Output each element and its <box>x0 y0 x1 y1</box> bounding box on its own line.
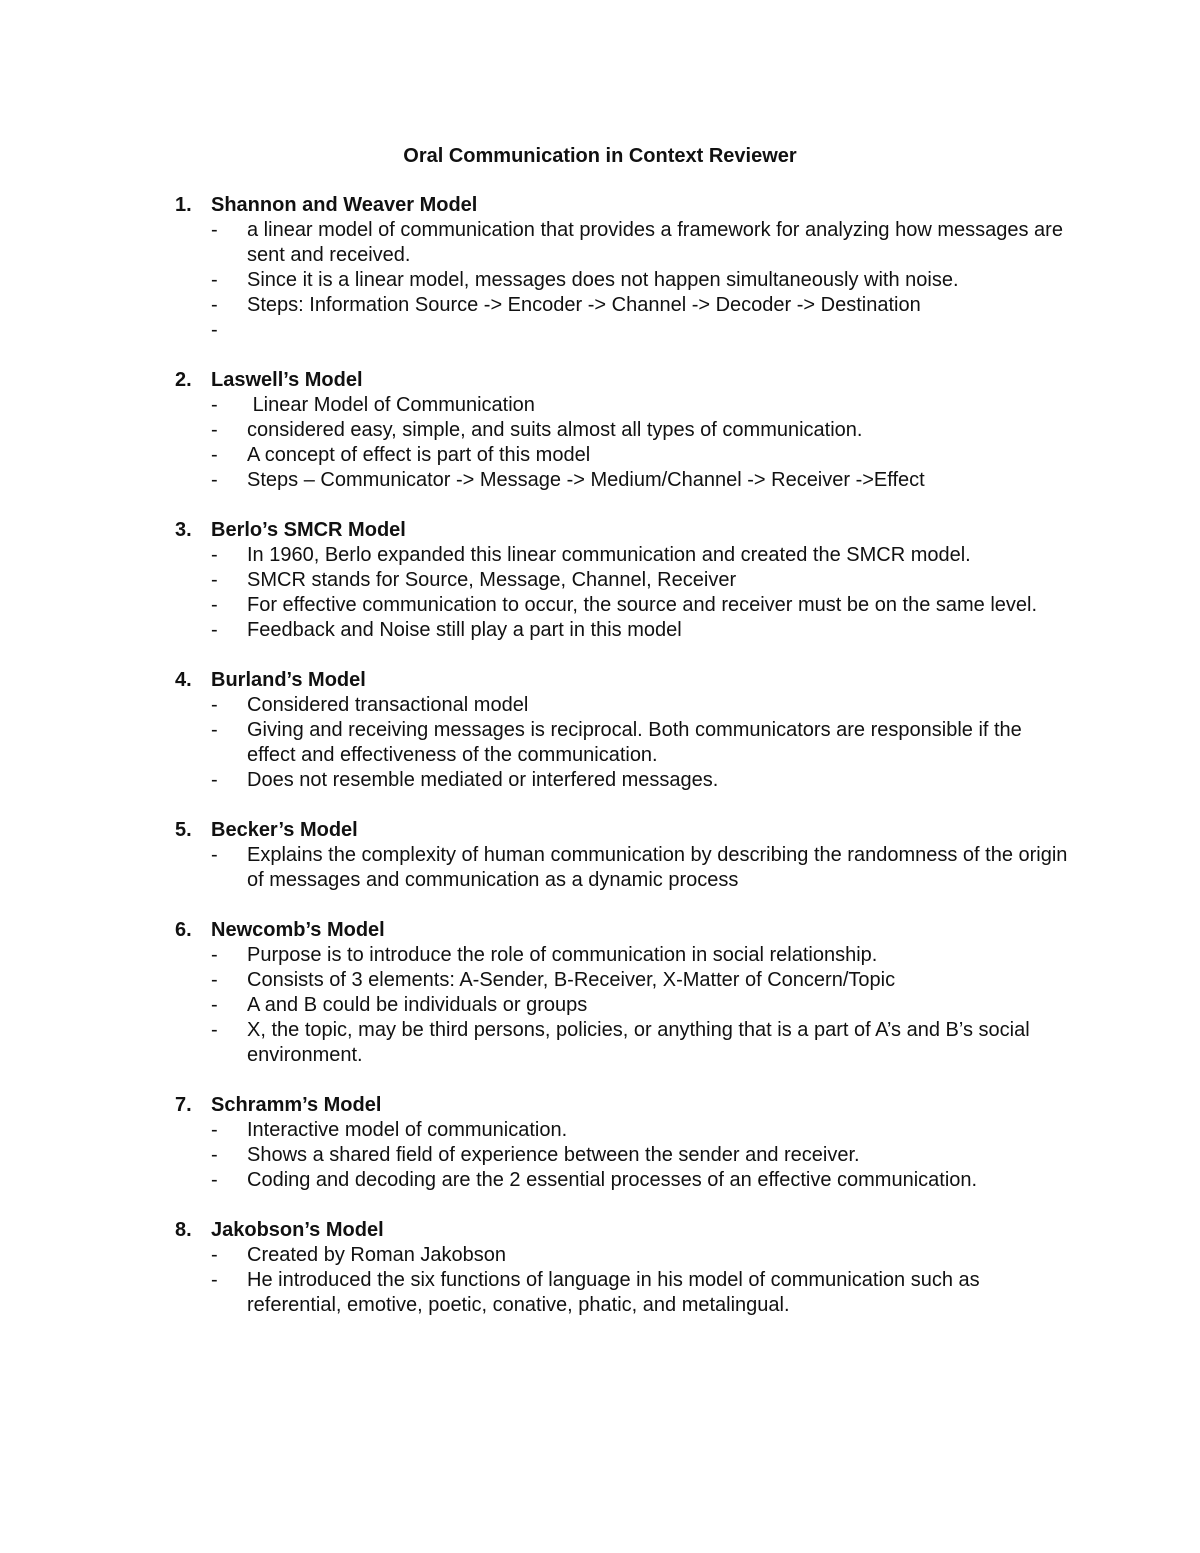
bullet-list <box>175 1118 1075 1193</box>
list-item <box>175 993 1075 1018</box>
section <box>175 193 1075 343</box>
section-heading <box>175 518 1075 543</box>
section-number: 6. <box>175 919 192 941</box>
section <box>175 518 1075 643</box>
section-heading <box>175 1218 1075 1243</box>
bullet-list <box>175 693 1075 793</box>
bullet-text: In 1960, Berlo expanded this linear communication and created the SMCR model. <box>247 544 971 566</box>
bullet-dash: - <box>211 219 218 241</box>
bullet-dash: - <box>211 1119 218 1141</box>
bullet-dash: - <box>211 444 218 466</box>
bullet-dash: - <box>211 719 218 741</box>
bullet-text: A and B could be individuals or groups <box>247 994 588 1016</box>
bullet-text: Since it is a linear model, messages does not happen simultaneously with noise. <box>247 269 959 291</box>
bullet-text: Linear Model of Communication <box>247 394 535 416</box>
section-number: 8. <box>175 1219 192 1241</box>
list-item <box>175 1268 1075 1318</box>
bullet-text: considered easy, simple, and suits almost all types of communication. <box>247 419 863 441</box>
list-item <box>175 1243 1075 1268</box>
section-heading <box>175 668 1075 693</box>
bullet-text: Interactive model of communication. <box>247 1119 568 1141</box>
section-title: Newcomb’s Model <box>211 919 385 941</box>
bullet-text: Giving and receiving messages is reciprocal. Both communicators are responsible if the effect and effectiveness of the communication. <box>247 719 1028 766</box>
list-item <box>175 293 1075 318</box>
bullet-text: Considered transactional model <box>247 694 529 716</box>
section <box>175 668 1075 793</box>
section-title: Becker’s Model <box>211 819 358 841</box>
section <box>175 1218 1075 1318</box>
list-item <box>175 618 1075 643</box>
section-heading <box>175 918 1075 943</box>
bullet-text: Feedback and Noise still play a part in this model <box>247 619 682 641</box>
section-heading <box>175 368 1075 393</box>
list-item <box>175 593 1075 618</box>
bullet-text: Steps – Communicator -> Message -> Medium/Channel -> Receiver ->Effect <box>247 469 925 491</box>
section-number: 2. <box>175 369 192 391</box>
section-title: Laswell’s Model <box>211 369 363 391</box>
bullet-dash: - <box>211 1019 218 1041</box>
bullet-text: SMCR stands for Source, Message, Channel, Receiver <box>247 569 737 591</box>
section-title: Berlo’s SMCR Model <box>211 519 406 541</box>
bullet-dash: - <box>211 1269 218 1291</box>
bullet-dash: - <box>211 569 218 591</box>
bullet-text: Created by Roman Jakobson <box>247 1244 507 1266</box>
bullet-dash: - <box>211 1169 218 1191</box>
bullet-dash: - <box>211 944 218 966</box>
bullet-list <box>175 393 1075 493</box>
section-heading <box>175 1093 1075 1118</box>
list-item <box>175 768 1075 793</box>
bullet-dash: - <box>211 469 218 491</box>
list-item <box>175 718 1075 768</box>
list-item <box>175 1143 1075 1168</box>
bullet-text: Explains the complexity of human communication by describing the randomness of the origin of messages and communication as a dynamic process <box>247 844 1073 891</box>
bullet-text: He introduced the six functions of language in his model of communication such as referential, emotive, poetic, conative, phatic, and metalingual. <box>247 1269 986 1316</box>
list-item <box>175 443 1075 468</box>
bullet-text: Consists of 3 elements: A-Sender, B-Receiver, X-Matter of Concern/Topic <box>247 969 896 991</box>
section-heading <box>175 818 1075 843</box>
list-item <box>175 1018 1075 1068</box>
list-item <box>175 968 1075 993</box>
bullet-dash: - <box>211 694 218 716</box>
bullet-text <box>247 318 1075 343</box>
bullet-list <box>175 1243 1075 1318</box>
list-item <box>175 843 1075 893</box>
bullet-dash: - <box>211 844 218 866</box>
section <box>175 918 1075 1068</box>
section-number: 3. <box>175 519 192 541</box>
bullet-dash: - <box>211 269 218 291</box>
page-title: Oral Communication in Context Reviewer <box>403 145 797 167</box>
bullet-dash: - <box>211 619 218 641</box>
sections-list <box>175 193 1075 1343</box>
list-item <box>175 1118 1075 1143</box>
bullet-dash: - <box>211 394 218 416</box>
bullet-text: Purpose is to introduce the role of communication in social relationship. <box>247 944 878 966</box>
list-item <box>175 218 1075 268</box>
bullet-text: a linear model of communication that provides a framework for analyzing how messages are sent and received. <box>247 219 1069 266</box>
bullet-dash: - <box>211 544 218 566</box>
bullet-text: Coding and decoding are the 2 essential processes of an effective communication. <box>247 1169 978 1191</box>
section-number: 5. <box>175 819 192 841</box>
bullet-dash: - <box>211 769 218 791</box>
bullet-dash: - <box>211 994 218 1016</box>
bullet-list <box>175 543 1075 643</box>
list-item <box>175 693 1075 718</box>
section-heading <box>175 193 1075 218</box>
section <box>175 368 1075 493</box>
bullet-text: Steps: Information Source -> Encoder -> Channel -> Decoder -> Destination <box>247 294 921 316</box>
list-item <box>175 568 1075 593</box>
section-number: 4. <box>175 669 192 691</box>
list-item <box>175 418 1075 443</box>
bullet-list <box>175 843 1075 893</box>
bullet-dash: - <box>211 969 218 991</box>
section <box>175 818 1075 893</box>
bullet-dash: - <box>211 594 218 616</box>
bullet-dash: - <box>211 294 218 316</box>
bullet-text: Does not resemble mediated or interfered messages. <box>247 769 719 791</box>
bullet-text: Shows a shared field of experience between the sender and receiver. <box>247 1144 860 1166</box>
section-title: Schramm’s Model <box>211 1094 382 1116</box>
list-item <box>175 468 1075 493</box>
section-number: 1. <box>175 194 192 216</box>
section <box>175 1093 1075 1193</box>
bullet-list <box>175 943 1075 1068</box>
section-title: Shannon and Weaver Model <box>211 194 478 216</box>
list-item <box>175 268 1075 293</box>
list-item <box>175 1168 1075 1193</box>
section-number: 7. <box>175 1094 192 1116</box>
section-title: Jakobson’s Model <box>211 1219 384 1241</box>
bullet-dash: - <box>211 1244 218 1266</box>
bullet-list <box>175 218 1075 343</box>
bullet-dash: - <box>211 1144 218 1166</box>
bullet-dash: - <box>211 419 218 441</box>
list-item <box>175 943 1075 968</box>
section-title: Burland’s Model <box>211 669 366 691</box>
list-item <box>175 393 1075 418</box>
bullet-dash: - <box>211 319 218 341</box>
list-item <box>175 318 1075 343</box>
list-item <box>175 543 1075 568</box>
bullet-text: X, the topic, may be third persons, policies, or anything that is a part of A’s and B’s social environment. <box>247 1019 1036 1066</box>
bullet-text: For effective communication to occur, the source and receiver must be on the same level. <box>247 594 1038 616</box>
bullet-text: A concept of effect is part of this model <box>247 444 591 466</box>
